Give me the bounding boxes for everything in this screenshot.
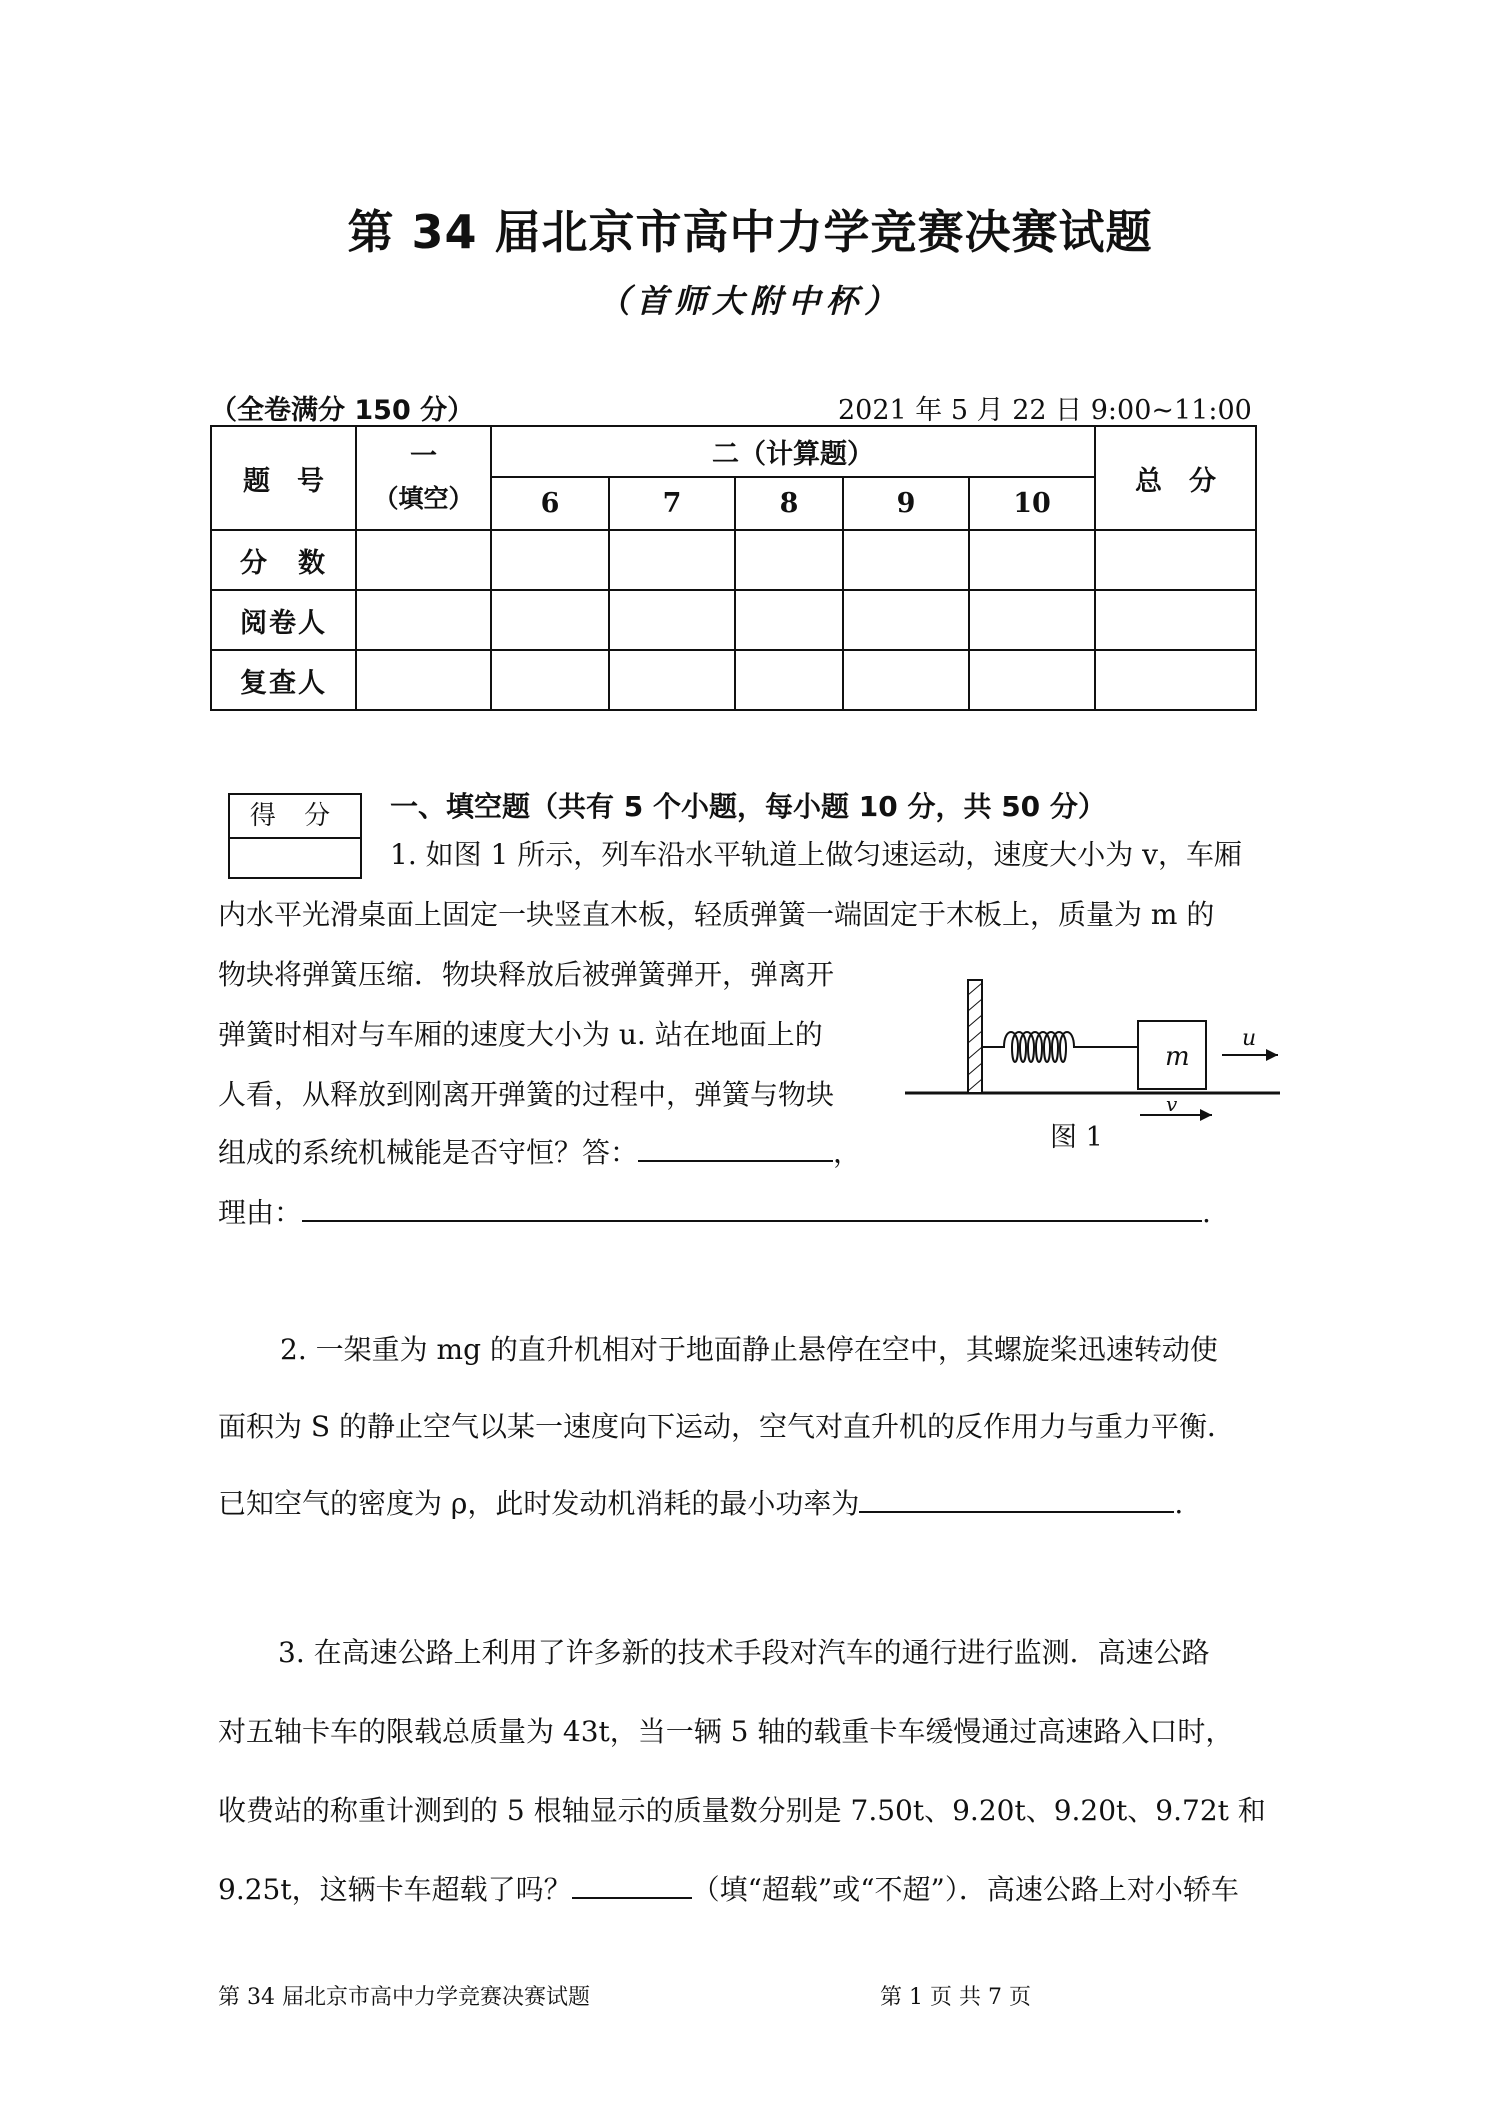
cell-score-q8 (735, 530, 843, 590)
q2-line1: 2. 一架重为 mg 的直升机相对于地面静止悬停在空中，其螺旋桨迅速转动使 (280, 1333, 1218, 1366)
cell-score-q9 (843, 530, 969, 590)
q1-line2: 内水平光滑桌面上固定一块竖直木板，轻质弹簧一端固定于木板上，质量为 m 的 (218, 898, 1215, 931)
header-total: 总 分 (1095, 426, 1256, 530)
q1-line7 (218, 1183, 1211, 1243)
header-q8: 8 (735, 477, 843, 530)
header-question-number: 题 号 (211, 426, 356, 530)
row-score-label: 分 数 (211, 530, 356, 590)
q3-line4-end: （填“超载”或“不超”）．高速公路上对小轿车 (691, 1873, 1239, 1906)
cell-grader-q7 (609, 590, 735, 650)
header-q9: 9 (843, 477, 969, 530)
exam-title: 第 34 届北京市高中力学竞赛决赛试题 (347, 205, 1153, 259)
full-score-note: （全卷满分 150 分） (210, 395, 475, 426)
q1-line7-end: . (1202, 1196, 1211, 1229)
figure1-u-label: u (1242, 1026, 1257, 1051)
q1-line6-end: ， (833, 1136, 862, 1169)
q3-answer-blank[interactable] (572, 1897, 692, 1899)
cell-score-total (1095, 530, 1256, 590)
cell-grader-total (1095, 590, 1256, 650)
q1-line3: 物块将弹簧压缩．物块释放后被弹簧弹开，弹离开 (218, 958, 835, 991)
cell-reviewer-q7 (609, 650, 735, 710)
row-reviewer-label: 复查人 (211, 650, 356, 710)
cell-grader-q9 (843, 590, 969, 650)
cell-reviewer-q8 (735, 650, 843, 710)
score-table (210, 425, 1257, 711)
q1-reason-blank[interactable] (302, 1220, 1202, 1222)
header-q7: 7 (609, 477, 735, 530)
header-q6: 6 (491, 477, 609, 530)
exam-subtitle: （首师大附中杯） (597, 282, 902, 320)
q2-line3 (218, 1474, 1183, 1534)
q1-answer-blank[interactable] (638, 1160, 833, 1162)
page-number: 第 1 页 共 7 页 (880, 1985, 1031, 2010)
footer-title: 第 34 届北京市高中力学竞赛决赛试题 (218, 1985, 590, 2010)
q3-line1: 3. 在高速公路上利用了许多新的技术手段对汽车的通行进行监测．高速公路 (278, 1636, 1210, 1669)
q1-line1: 1. 如图 1 所示，列车沿水平轨道上做匀速运动，速度大小为 v，车厢 (390, 838, 1242, 871)
figure1-v-label: v (1166, 1092, 1178, 1116)
header-part2: 二（计算题） (491, 426, 1095, 477)
cell-grader-q10 (969, 590, 1095, 650)
cell-score-part1 (356, 530, 491, 590)
exam-datetime: 2021 年 5 月 22 日 9:00~11:00 (838, 395, 1252, 426)
figure1-mass-label: m (1165, 1042, 1190, 1072)
q3-line4 (218, 1860, 1239, 1920)
score-box (228, 793, 362, 879)
figure1-caption: 图 1 (1050, 1122, 1103, 1153)
q2-line2: 面积为 S 的静止空气以某一速度向下运动，空气对直升机的反作用力与重力平衡． (218, 1410, 1235, 1443)
cell-reviewer-total (1095, 650, 1256, 710)
q2-line3-text: 已知空气的密度为 ρ，此时发动机消耗的最小功率为 (218, 1487, 860, 1520)
header-q10: 10 (969, 477, 1095, 530)
header-part1: 一 (356, 426, 491, 477)
cell-reviewer-part1 (356, 650, 491, 710)
cell-score-q10 (969, 530, 1095, 590)
q3-line2: 对五轴卡车的限载总质量为 43t，当一辆 5 轴的载重卡车缓慢通过高速路入口时， (218, 1715, 1234, 1748)
cell-reviewer-q10 (969, 650, 1095, 710)
q1-line6 (218, 1123, 861, 1183)
q1-line6-text: 组成的系统机械能是否守恒？答： (218, 1136, 639, 1169)
q1-reason-label: 理由： (218, 1196, 303, 1229)
cell-score-q6 (491, 530, 609, 590)
cell-score-q7 (609, 530, 735, 590)
q1-line4: 弹簧时相对与车厢的速度大小为 u. 站在地面上的 (218, 1018, 823, 1051)
cell-grader-q6 (491, 590, 609, 650)
q2-line3-end: . (1174, 1487, 1184, 1520)
q1-line5: 人看，从释放到刚离开弹簧的过程中，弹簧与物块 (218, 1078, 835, 1111)
q3-line4-text: 9.25t，这辆卡车超载了吗？ (218, 1873, 572, 1906)
cell-reviewer-q6 (491, 650, 609, 710)
section1-heading: 一、填空题（共有 5 个小题，每小题 10 分，共 50 分） (390, 790, 1106, 823)
row-grader-label: 阅卷人 (211, 590, 356, 650)
cell-grader-q8 (735, 590, 843, 650)
q3-line3: 收费站的称重计测到的 5 根轴显示的质量数分别是 7.50t、9.20t、9.20t、9.72t 和 (218, 1794, 1266, 1827)
score-box-label: 得 分 (230, 795, 360, 839)
header-part1-sub: （填空） (356, 477, 491, 530)
cell-reviewer-q9 (843, 650, 969, 710)
cell-grader-part1 (356, 590, 491, 650)
q2-answer-blank[interactable] (859, 1511, 1174, 1513)
